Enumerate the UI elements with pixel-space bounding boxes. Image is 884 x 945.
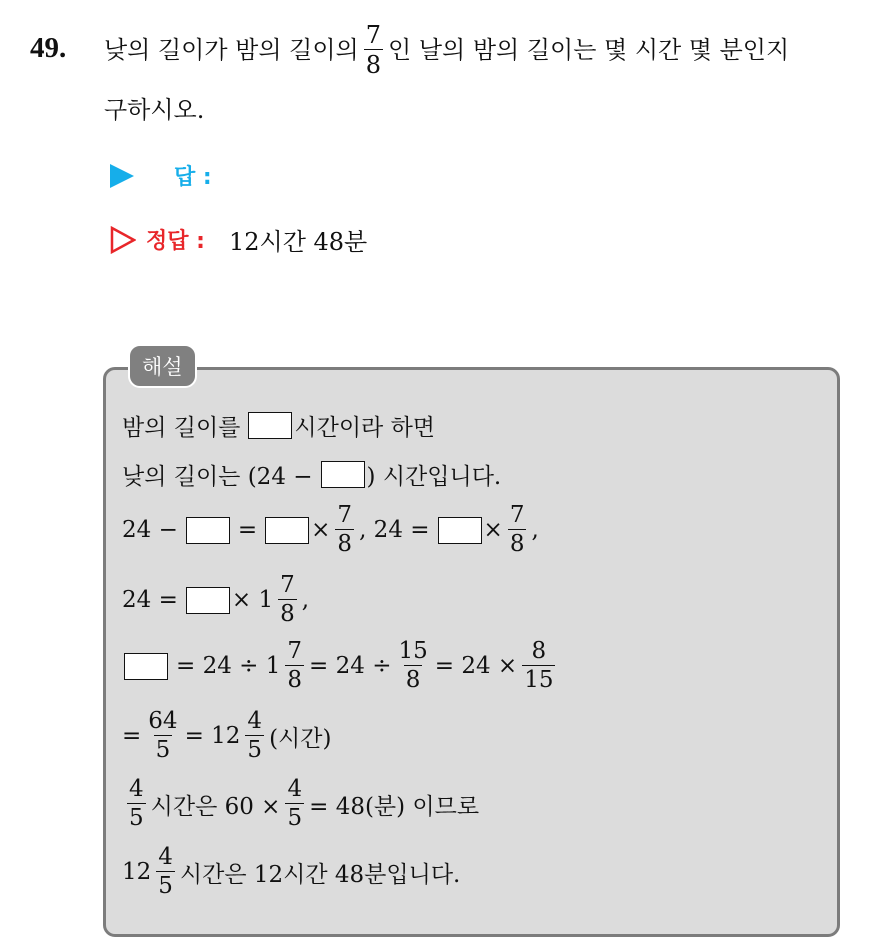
exp-text: = <box>122 723 142 749</box>
exp-line-1 <box>122 409 435 442</box>
exp-text: 시간이라 하면 <box>294 415 436 441</box>
exp-text: = 12 <box>184 723 241 749</box>
exp-text: (시간) <box>269 725 332 752</box>
fraction-numerator: 7 <box>287 638 303 664</box>
exp-line-3 <box>122 504 539 556</box>
fraction <box>127 778 146 830</box>
blank-box <box>265 517 309 544</box>
fraction-denominator: 8 <box>405 667 421 693</box>
exp-text: 시간은 12시간 48분입니다. <box>179 861 461 888</box>
fraction-numerator: 4 <box>129 776 144 802</box>
question-text-before: 낮의 길이가 밤의 길이의 <box>104 36 359 64</box>
correct-answer-label: 정답 : <box>146 229 205 254</box>
exp-text: , <box>301 587 310 613</box>
blank-box <box>186 587 230 614</box>
fraction-numerator: 7 <box>509 502 525 528</box>
fraction <box>278 574 297 626</box>
exp-text: = 24 ÷ <box>309 653 392 679</box>
fraction <box>285 778 304 830</box>
exp-text: = 24 × <box>434 653 518 679</box>
fraction-numerator: 7 <box>280 572 295 598</box>
fraction-denominator: 5 <box>247 737 263 763</box>
correct-answer-row <box>110 222 367 257</box>
blank-box <box>438 517 482 544</box>
fraction-numerator: 64 <box>148 708 178 734</box>
exp-text: = <box>237 517 258 543</box>
exp-text: 시간은 60 × <box>150 793 281 820</box>
exp-text: = 48(분) 이므로 <box>309 793 480 820</box>
explanation-tab: 해설 <box>128 344 197 388</box>
fraction-denominator: 5 <box>158 873 173 899</box>
exp-text: × <box>311 517 331 543</box>
fraction-denominator: 15 <box>524 667 554 693</box>
exp-text: 12 <box>122 859 152 885</box>
exp-text: ) 시간입니다. <box>366 464 502 490</box>
fraction-denominator: 8 <box>337 531 353 557</box>
exp-line-6 <box>122 710 331 762</box>
fraction-numerator: 15 <box>398 638 428 664</box>
exp-text: = 24 ÷ 1 <box>176 653 281 679</box>
fraction-denominator: 5 <box>287 805 303 831</box>
fraction-numerator: 7 <box>365 21 382 49</box>
answer-label: 답 : <box>174 165 212 190</box>
play-arrow-icon <box>110 164 134 188</box>
fraction-numerator: 4 <box>287 776 303 802</box>
outline-arrow-icon <box>110 226 136 254</box>
question-text <box>104 22 884 128</box>
fraction-numerator: 7 <box>337 502 353 528</box>
exp-text: , <box>531 517 539 543</box>
blank-box <box>124 653 168 680</box>
exp-text: × 1 <box>231 587 274 613</box>
fraction-denominator: 8 <box>280 601 295 627</box>
fraction-denominator: 5 <box>155 737 171 763</box>
exp-line-4 <box>122 574 309 626</box>
correct-answer-value: 12시간 48분 <box>228 228 368 256</box>
fraction-denominator: 8 <box>365 51 382 79</box>
fraction <box>245 710 264 762</box>
fraction <box>285 640 304 692</box>
answer-row <box>110 160 212 191</box>
fraction <box>335 504 354 556</box>
blank-box <box>321 461 365 488</box>
fraction-denominator: 8 <box>509 531 525 557</box>
exp-text: × <box>483 517 503 543</box>
fraction-numerator: 4 <box>158 844 173 870</box>
exp-text: 낮의 길이는 (24 − <box>122 464 313 490</box>
question-fraction <box>364 23 383 77</box>
question-number: 49. <box>30 32 67 64</box>
blank-box <box>186 517 230 544</box>
exp-text: , 24 = <box>359 517 430 543</box>
fraction-denominator: 5 <box>129 805 144 831</box>
exp-line-8 <box>122 846 460 898</box>
exp-text: 24 − <box>122 517 178 543</box>
fraction-denominator: 8 <box>287 667 303 693</box>
exp-line-7 <box>122 778 479 830</box>
exp-line-5 <box>122 640 560 692</box>
exp-text: 밤의 길이를 <box>122 415 241 441</box>
exp-line-2 <box>122 458 501 491</box>
fraction <box>156 846 175 898</box>
exp-text: 24 = <box>122 587 178 613</box>
question-text-after: 인 날의 밤의 길이는 몇 시간 몇 분인지 <box>388 36 790 64</box>
fraction <box>146 710 179 762</box>
fraction-numerator: 8 <box>531 638 547 664</box>
fraction <box>522 640 555 692</box>
question-text-line2: 구하시오. <box>104 96 205 124</box>
fraction-numerator: 4 <box>247 708 263 734</box>
fraction <box>396 640 429 692</box>
blank-box <box>248 412 292 439</box>
fraction <box>508 504 527 556</box>
